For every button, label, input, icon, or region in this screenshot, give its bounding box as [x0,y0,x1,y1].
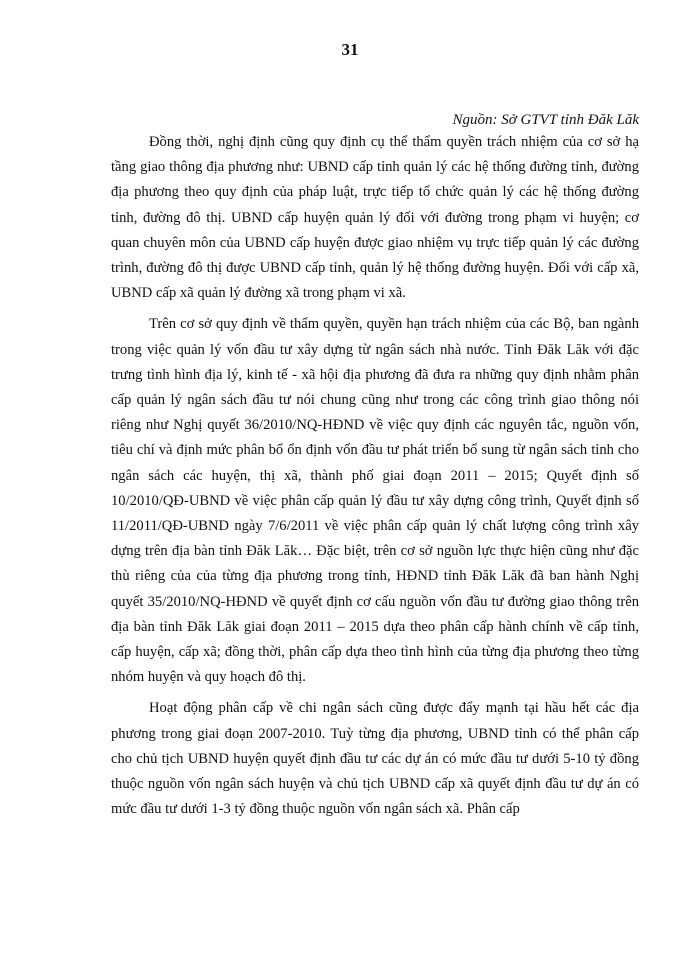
paragraph: Đồng thời, nghị định cũng quy định cụ thể thẩm quyền trách nhiệm của cơ sở hạ tầng giao thông địa phương như: UBND cấp tỉnh quản lý các hệ thống đường tỉnh, đường địa phương theo quy định của pháp luật, trực tiếp tổ chức quản lý các hệ thống đường tỉnh, đường đô thị. UBND cấp huyện quản lý đối với đường trong phạm vi huyện; cơ quan chuyên môn của UBND cấp huyện được giao nhiệm vụ trực tiếp quản lý các đường trình, đường đô thị được UBND cấp tỉnh, quản lý hệ thống đường huyện. Đối với cấp xã, UBND cấp xã quản lý đường xã trong phạm vi xã. [111,134,639,302]
paragraph: Trên cơ sở quy định về thẩm quyền, quyền hạn trách nhiệm của các Bộ, ban ngành trong việc quản lý vốn đầu tư xây dựng từ ngân sách nhà nước. Tỉnh Đăk Lăk với đặc trưng tình hình địa lý, kinh tế - xã hội địa phương đã đưa ra những quy định nhằm phân cấp quản lý ngân sách đầu tư nói chung cũng như trong các công trình giao thông nói riêng như Nghị quyết 36/2010/NQ-HĐND về việc quy định các nguyên tắc, nguồn vốn, tiêu chí và định mức phân bổ ổn định vốn đầu tư phát triển bổ sung từ ngân sách tỉnh cho ngân sách các huyện, thị xã, thành phố giai đoạn 2011 – 2015; Quyết định số 10/2010/QĐ-UBND về việc phân cấp quản lý đầu tư xây dựng công trình, Quyết định số 11/2011/QĐ-UBND ngày 7/6/2011 về việc phân cấp quản lý chất lượng công trình xây dựng trên địa bàn tỉnh Đăk Lăk… Đặc biệt, trên cơ sở nguồn lực thực hiện cũng như đặc thù riêng của của từng địa phương trong tỉnh, HĐND tỉnh Đăk Lăk đã ban hành Nghị quyết 35/2010/NQ-HĐND về quyết định cơ cấu nguồn vốn đầu tư đường giao thông trên địa bàn tỉnh Đăk Lăk giai đoạn 2011 – 2015 dựa theo phân cấp hành chính về cấp tỉnh, cấp huyện, cấp xã; đồng thời, phân cấp dựa theo tình hình của từng địa phương theo từng nhóm huyện và quy hoạch đô thị. [111,316,639,686]
body-text [111,130,639,822]
paragraph: Hoạt động phân cấp về chi ngân sách cũng được đẩy mạnh tại hầu hết các địa phương trong giai đoạn 2007-2010. Tuỳ từng địa phương, UBND tỉnh có thể phân cấp cho chủ tịch UBND huyện quyết định đầu tư các dự án có mức đầu tư dưới 5-10 tỷ đồng thuộc nguồn vốn ngân sách huyện và chủ tịch UBND cấp xã quyết định đầu tư dự án có mức đầu tư dưới 1-3 tỷ đồng thuộc nguồn vốn ngân sách xã. Phân cấp [111,700,639,818]
source-citation: Nguồn: Sở GTVT tỉnh Đăk Lăk [452,112,639,128]
page-number: 31 [341,40,359,59]
